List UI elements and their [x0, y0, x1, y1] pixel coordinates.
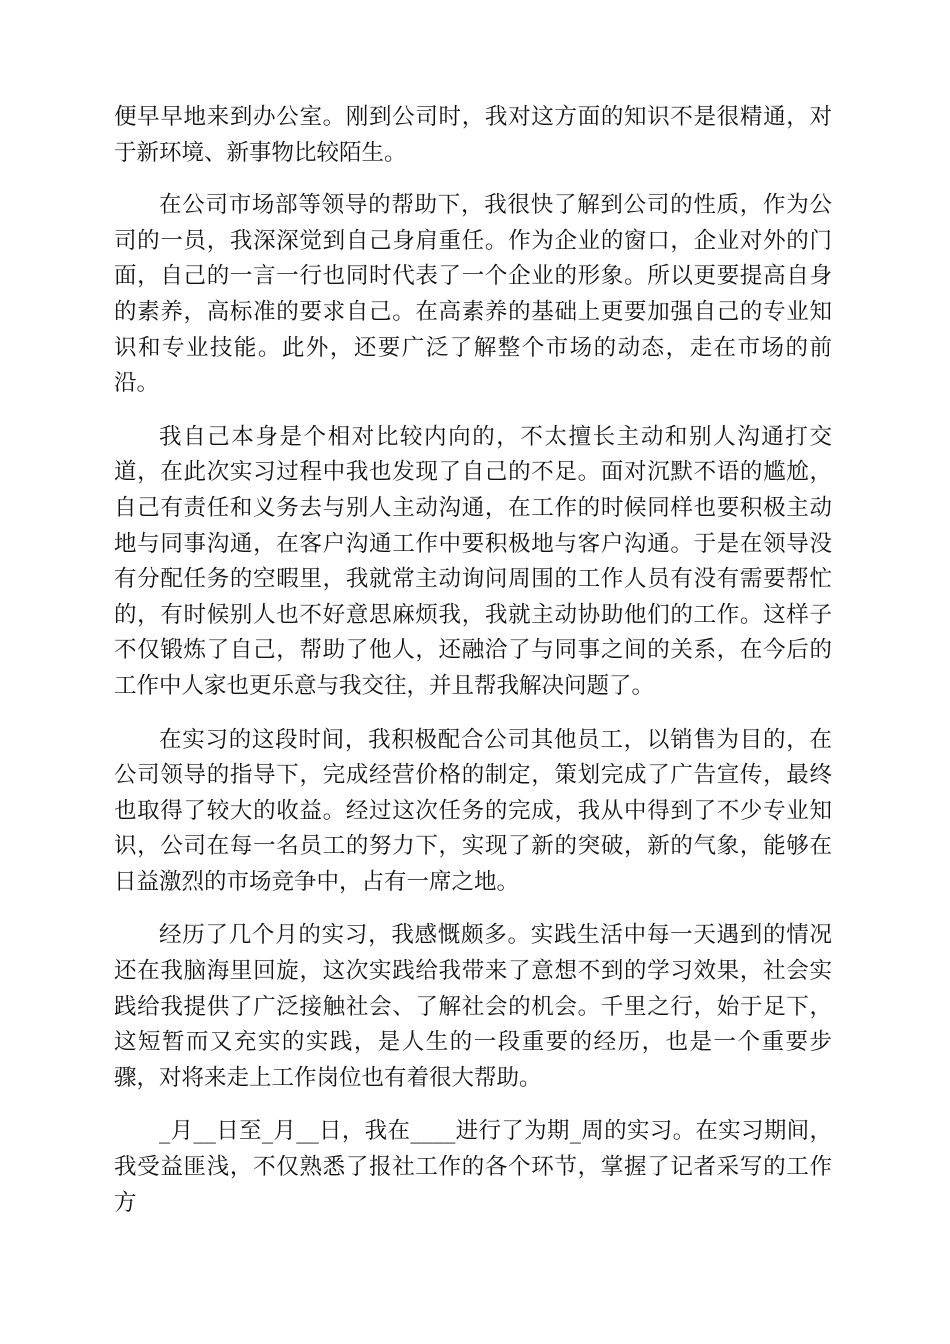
paragraph-1: 便早早地来到办公室。刚到公司时，我对这方面的知识不是很精通，对于新环境、新事物比较陌生。	[114, 104, 832, 166]
paragraph-2: 在公司市场部等领导的帮助下，我很快了解到公司的性质，作为公司的一员，我深深觉到自己身肩重任。作为企业的窗口，企业对外的门面，自己的一言一行也同时代表了一个企业的形象。所以更要提高自身的素养，高标准的要求自己。在高素养的基础上更要加强自己的专业知识和专业技能。此外，还要广泛了解整个市场的动态，走在市场的前沿。	[114, 192, 832, 397]
paragraph-3: 我自己本身是个相对比较内向的，不太擅长主动和别人沟通打交道，在此次实习过程中我也发现了自己的不足。面对沉默不语的尴尬，自己有责任和义务去与别人主动沟通，在工作的时候同样也要积极主动地与同事沟通，在客户沟通工作中要积极地与客户沟通。于是在领导没有分配任务的空暇里，我就常主动询问周围的工作人员有没有需要帮忙的，有时候别人也不好意思麻烦我，我就主动协助他们的工作。这样子不仅锻炼了自己，帮助了他人，还融洽了与同事之间的关系，在今后的工作中人家也更乐意与我交往，并且帮我解决问题了。	[114, 423, 832, 699]
document-body	[114, 100, 832, 1239]
paragraph-6: _月__日至_月__日，我在____进行了为期_周的实习。在实习期间，我受益匪浅，不仅熟悉了报社工作的各个环节，掌握了记者采写的工作方	[114, 1118, 832, 1216]
paragraph-4: 在实习的这段时间，我积极配合公司其他员工，以销售为目的，在公司领导的指导下，完成经营价格的制定，策划完成了广告宣传，最终也取得了较大的收益。经过这次任务的完成，我从中得到了不少专业知识，公司在每一名员工的努力下，实现了新的突破，新的气象，能够在日益激烈的市场竞争中，占有一席之地。	[114, 726, 832, 895]
paragraph-5: 经历了几个月的实习，我感慨颇多。实践生活中每一天遇到的情况还在我脑海里回旋，这次实践给我带来了意想不到的学习效果，社会实践给我提供了广泛接触社会、了解社会的机会。千里之行，始于足下，这短暂而又充实的实践，是人生的一段重要的经历，也是一个重要步骤，对将来走上工作岗位也有着很大帮助。	[114, 922, 832, 1091]
